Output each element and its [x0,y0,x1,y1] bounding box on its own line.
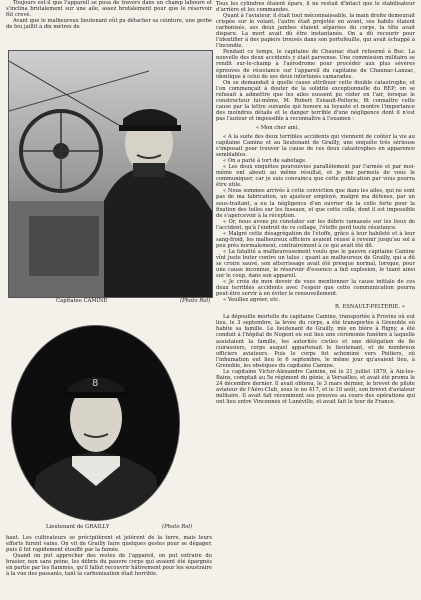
left-column-bottom [6,535,212,577]
left-paragraph-2: Avant que le malheureux lieutenant eût pu détacher sa ceinture, une gerbe de feu jaillit à dix mètres de [6,18,212,31]
photo-credit-camine: (Photo Rol) [180,298,211,304]
letter-paragraph: « Or, nous avons pu constater sur les débris ramassés sur les lieux de l'accident, qu'à l'endroit de ce collage, l'étoffe perd toute résistance. [216,218,415,231]
photo-lieutenant-grailly [11,325,180,521]
letter-salutation: « Mon cher ami, [256,124,300,131]
right-paragraph-biography: Le capitaine Victor-Alexandre Camine, né le 21 juillet 1879, à Aix-les-Bains, comptait au 5e régiment du génie, à Versailles, et avait été promu le 24 décembre dernier. Il avait obtenu, le 3 mars dernier, le brevet de pilote aviateur de l'Aéro-Club, sous le no 417, et le 10 août, son brevet d'aviateur militaire. Il avait fait récemment ses preuves au cours des opérations qui ont lieu entre Vincennes et Lunéville, et avait fait le tour de France. [216,368,415,405]
caption-grailly: Lieutenant de GRAILLY [46,524,110,530]
right-paragraph-1: Tous les cylindres étaient épars, il ne restait d'intact que le stabilisateur d'arrière et les commandes. [216,1,415,14]
left-column [6,0,212,30]
caption-camine: Capitaine CAMINE [56,298,108,304]
right-paragraph-funeral: La dépouille mortelle du capitaine Camine, transportée à Provins où eut lieu, le 3 septembre, la levée du corps, a été transportée à Grenoble où habite sa famille. Le lieutenant de Grailly, mis en bière à Rigny, a été conduit à l'hôpital de Nogent où eut lieu une cérémonie funèbre à laquelle assistaient la famille, les autorités civiles et une délégation de 8e cuirassiers, corps auquel appartenait le lieutenant, et de nombreux officiers aviateurs. Puis le corps fut acheminé vers Poitiers, où l'inhumation eut lieu le 6 septembre, le même jour qu'avaient lieu, à Grenoble, les obsèques du capitaine Camine. [216,314,415,369]
letter-paragraph: « Nous sommes arrivés à cette conviction que dans les ailes, qui ne sont pas de ma fabrication, un ajusteur employé, malgré ma défense, par un sous-traitant, a eu la négligence d'un ouvrier de la colle forte pour la fixation des toiles sur les fuseaux, et que cette colle, dont il est impossible de s'apercevoir à la réception. [216,188,415,219]
photo-capitaine-camine [8,50,213,298]
photo-credit-grailly: (Photo Rol) [162,524,193,530]
letter-paragraph: « Les deux enquêtes poursuivies parallèlement par l'armée et par moi-même ont abouti au même résultat, et je me permets de vous le communiquer, car je suis convaincu que cette publication par vous pourra être utile. [216,164,415,189]
grailly-photo-illustration [12,326,179,520]
right-paragraph-2: Quant à l'aviateur, il était tout méconnaissable, la main droite demeurait crispée sur le volant, l'autre était projetée en avant, ses habits étaient carbonisés, ses deux jambes étaient séparées du corps, la tête avait disparu. La mort avait dû être instantanée. On a dû recourir pour l'identifier à des papiers trouvés dans son portefeuille, qui avait échappé à l'incendie. [216,13,415,50]
letter-paragraph: « A la suite des deux terribles accidents qui viennent de coûter la vie au capitaine Camine et au lieutenant de Grailly, une enquête très sérieuse s'imposait pour trouver la cause de ces deux catastrophes en apparence semblables. [216,133,415,159]
left-paragraph-4: Quand on put approcher des restes de l'appareil, on put extraire du brasier, non sans peine, les débris du pauvre corps qui avaient été épargnés en partie par les flammes, qu'il fallut recouvrir hâtivement pour les soustraire à la vue des passants, tant la carbonisation était horrible. [6,553,212,578]
letter-paragraph: « La fatalité a malheureusement voulu que le pauvre capitaine Camine vînt juste buter contre un talus ; quant au malheureux de Grailly, qui a dû se croire sauvé, son atterrissage avait été presque normal, lorsque, pour une cause inconnue, le réservoir d'essence a fait explosion, le tuant ainsi sur le coup, dans son appareil. [216,248,415,280]
left-paragraph-3: haut. Les cultivateurs se précipitèrent et jetèrent de la terre, mais leurs efforts furent vains. On vit de Grailly faire quelques gestes pour se dégager, puis il fut rapidement étouffé par la fumée. [6,535,212,554]
letter-paragraph: « On a parlé à tort de sabotage. [223,158,307,165]
letter-paragraph: « Malgré cette désagrégation de l'étoffe, grâce à leur habileté et à leur sang-froid, les malheureux officiers avaient réussi à revenir jusqu'au sol à peu près normalement, contrairement à ce qui avait été dit. [216,230,415,249]
svg-text:8: 8 [92,378,99,389]
letter-paragraph: « Je crois de mon devoir de vous mentionner la cause initiale de ces deux terribles accidents avec l'espoir que cette communication pourra peut-être servir à en éviter le renouvellement. [216,279,415,298]
right-column [216,1,415,405]
right-paragraph-4: On se demandait à quelle cause attribuer cette double catastrophe, et l'on commençait à douter de la solidité exceptionnelle du REP; on se refusait à admettre que les ailes eussent pu céder en l'air, lorsque le constructeur lui-même, M. Robert Esnault-Pelterie, fit connaître cette cause par la lettre suivante qui honore sa loyauté et montre l'importance des moindres détails et le danger terrible d'une négligence dont il n'est pas l'auteur et impossible à reconnaître à l'examen : [216,79,415,122]
camine-photo-illustration [9,51,212,297]
letter-paragraph: « Veuillez agréer, etc. [223,297,280,304]
letter-signature: R. ESNAULT-PELTERIE. » [335,304,405,311]
left-paragraph-1: Toujours est-il que l'appareil se posa de travers dans un champ labouré et s'inclina brutalement sur une aile, assez brutalement pour que le réservoir fût crevé. [6,0,212,19]
right-paragraph-3: Pendant ce temps, le capitaine de Chaunac était retourné à Buc. La nouvelle des deux accidents y était parvenue. Une commission militaire se rendit sur-le-champ à l'aérodrome pour procéder aux plus sévères épreuves de résistance sur l'appareil du capitaine de Chaunac-Lanzac, identique à celui de ses deux infortunés camarades. [216,49,415,80]
